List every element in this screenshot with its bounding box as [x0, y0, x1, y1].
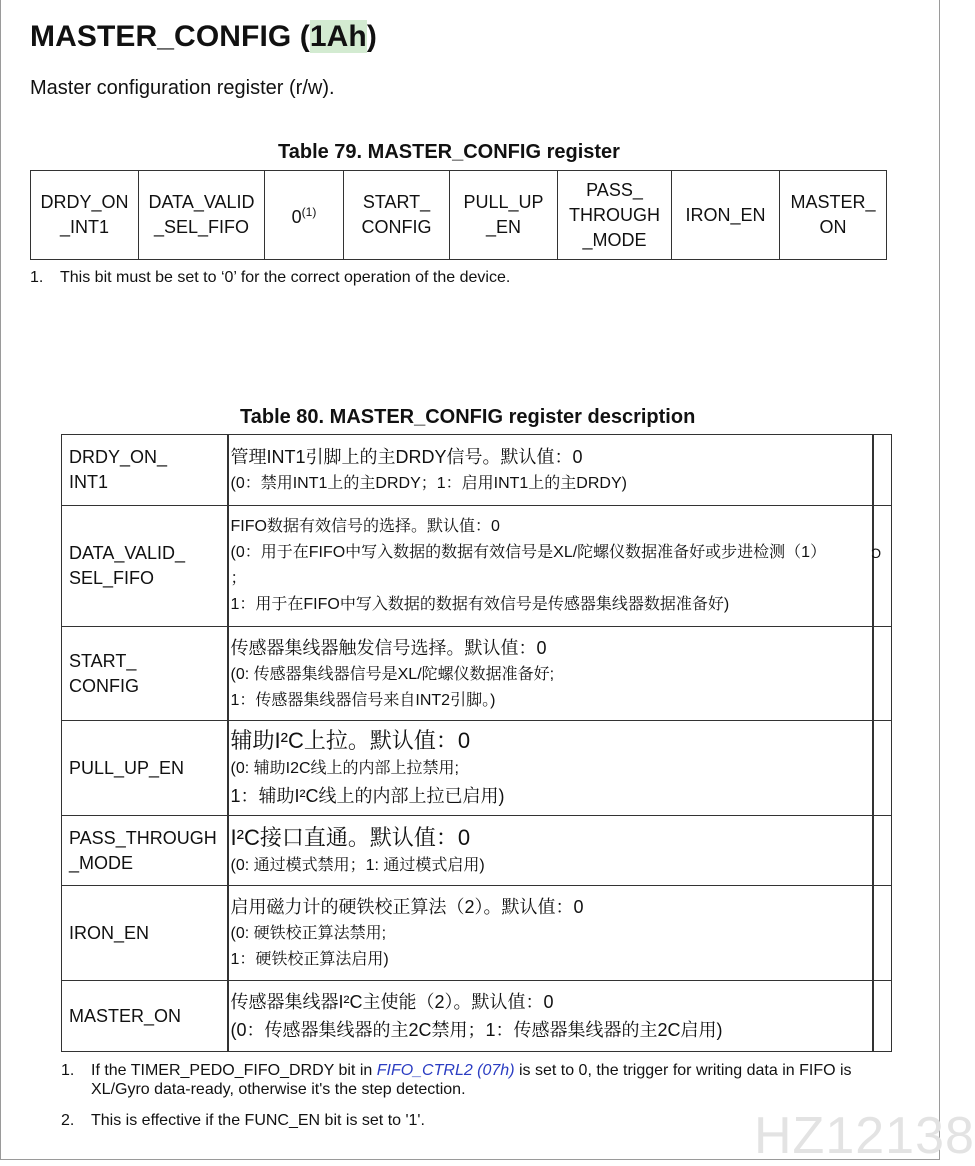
description-line: 1：辅助I²C线上的内部上拉已启用) [230, 786, 505, 806]
description-row [62, 886, 892, 981]
description-line: 1：传感器集线器信号来自INT2引脚。) [230, 691, 496, 709]
description-row [62, 627, 892, 721]
field-name-cell: IRON_EN [62, 886, 228, 981]
description-row [62, 721, 892, 816]
bit-cell: 0$^{(1)}$ [265, 171, 344, 260]
description-line: I²C接口直通。默认值：0 [230, 824, 471, 850]
page-title: MASTER_CONFIG (1Ah) [30, 20, 377, 53]
bit-cell: MASTER_ ON [780, 171, 887, 260]
watermark: HZ12138 [754, 1107, 975, 1165]
description-row [62, 506, 892, 627]
extra-cell [873, 506, 892, 627]
description-line: (0: 传感器集线器信号是XL/陀螺仪数据准备好; [230, 665, 555, 683]
description-row [62, 816, 892, 886]
field-name-cell: PASS_THROUGH _MODE [62, 816, 228, 886]
description-line: (0：禁用INT1上的主DRDY；1：启用INT1上的主DRDY) [230, 475, 627, 492]
table79-footnote: 1. This bit must be set to ‘0’ for the correct operation of the device. [30, 269, 511, 286]
field-name-cell: START_ CONFIG [62, 627, 228, 721]
fifo-ctrl2-link[interactable]: FIFO_CTRL2 (07h) [376, 1062, 515, 1079]
field-name-cell: PULL_UP_EN [62, 721, 228, 816]
field-description-cell [228, 886, 873, 981]
description-line: ； [230, 570, 247, 587]
side-mark: Ɔ [871, 545, 882, 561]
register-bit-table [30, 170, 887, 260]
description-line: 1：用于在FIFO中写入数据的数据有效信号是传感器集线器数据准备好) [230, 596, 730, 613]
extra-cell [873, 435, 892, 506]
field-description-cell [228, 627, 873, 721]
description-row [62, 435, 892, 506]
description-line: (0: 硬铁校正算法禁用; [230, 925, 387, 942]
description-line: (0：用于在FIFO中写入数据的数据有效信号是XL/陀螺仪数据准备好或步进检测（1） [230, 544, 827, 561]
description-row [62, 981, 892, 1052]
bit-cell: DATA_VALID _SEL_FIFO [139, 171, 265, 260]
extra-cell [873, 721, 892, 816]
bit-cell: IRON_EN [672, 171, 780, 260]
bit-cell: PASS_ THROUGH _MODE [558, 171, 672, 260]
field-description-cell [228, 506, 873, 627]
description-line: 传感器集线器触发信号选择。默认值：0 [230, 637, 547, 658]
field-description-cell [228, 435, 873, 506]
table80-caption: Table 80. MASTER_CONFIG register description [240, 406, 696, 428]
description-line: 管理INT1引脚上的主DRDY信号。默认值：0 [230, 447, 583, 467]
field-description-cell [228, 816, 873, 886]
extra-cell [873, 627, 892, 721]
description-line: (0: 通过模式禁用；1: 通过模式启用) [230, 856, 485, 874]
table79-caption: Table 79. MASTER_CONFIG register [278, 141, 620, 163]
register-address-highlight: 1Ah [309, 20, 367, 53]
bit-cell: PULL_UP _EN [450, 171, 558, 260]
field-name-cell: MASTER_ON [62, 981, 228, 1052]
field-description-cell [228, 981, 873, 1052]
register-description-table [61, 434, 892, 1052]
bit-cell: START_ CONFIG [344, 171, 450, 260]
description-line: (0：传感器集线器的主2C禁用；1：传感器集线器的主2C启用) [230, 1020, 723, 1040]
description-line: (0: 辅助I2C线上的内部上拉禁用; [230, 760, 459, 777]
page-subtitle: Master configuration register (r/w). [30, 77, 335, 99]
footnote-1: 1. If the TIMER_PEDO_FIFO_DRDY bit in FIFO_CTRL2 (07h) is set to 0, the trigger for writing data in FIFO is XL/Gyro data-ready, otherwise it's the step detection. [61, 1062, 852, 1098]
description-line: 1：硬铁校正算法启用) [230, 951, 389, 968]
field-name-cell: DRDY_ON_ INT1 [62, 435, 228, 506]
description-line: FIFO数据有效信号的选择。默认值：0 [230, 518, 500, 535]
extra-cell [873, 886, 892, 981]
footnote-2: 2. This is effective if the FUNC_EN bit is set to '1'. [61, 1112, 425, 1129]
extra-cell [873, 981, 892, 1052]
description-line: 启用磁力计的硬铁校正算法（2）。默认值：0 [230, 897, 584, 917]
description-line: 辅助I²C上拉。默认值：0 [230, 728, 471, 753]
description-line: 传感器集线器I²C主使能（2）。默认值：0 [230, 992, 554, 1012]
bit-cell: DRDY_ON _INT1 [31, 171, 139, 260]
field-description-cell [228, 721, 873, 816]
field-name-cell: DATA_VALID_ SEL_FIFO [62, 506, 228, 627]
extra-cell [873, 816, 892, 886]
